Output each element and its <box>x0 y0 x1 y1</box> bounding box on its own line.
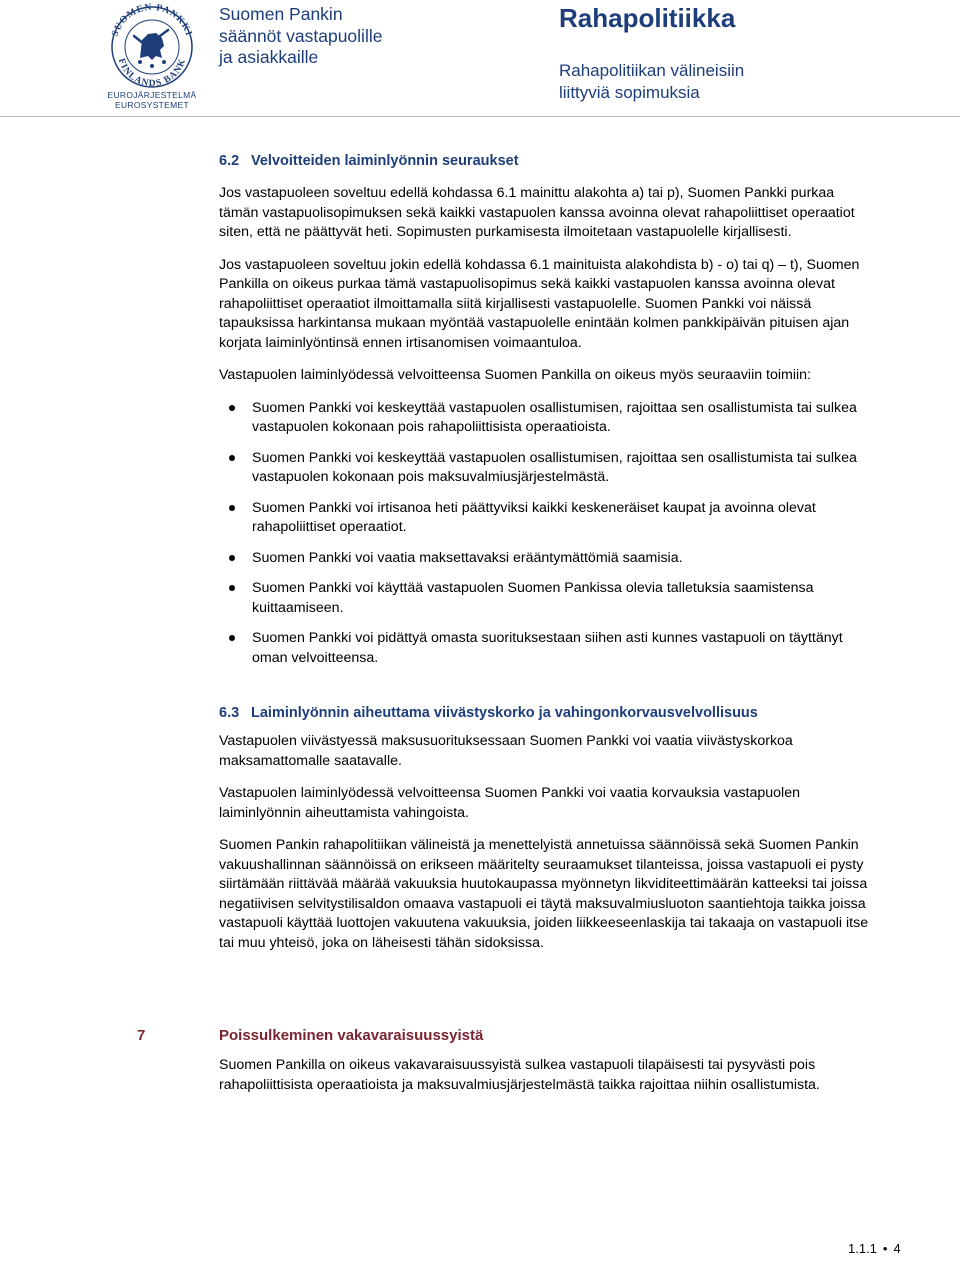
consequence-list <box>219 399 869 669</box>
org-title-line: ja asiakkaille <box>219 47 319 67</box>
section-7-title: Poissulkeminen vakavaraisuussyistä <box>219 1027 484 1044</box>
section-title: Laiminlyönnin aiheuttama viivästyskorko ja vahingonkorvausvelvollisuus <box>251 705 758 721</box>
bullet-icon <box>229 635 235 641</box>
list-item-text: Suomen Pankki voi keskeyttää vastapuolen osallistumisen, rajoittaa sen osallistumista tai sulkea vastapuolen kokonaan pois maksuvalmiusjärjestelmästä. <box>252 449 857 485</box>
section-6-2-heading <box>219 152 869 171</box>
page-number: 4 <box>893 1241 901 1256</box>
org-title-line: Suomen Pankin <box>219 4 343 24</box>
paragraph: Vastapuolen viivästyessä maksusuorituksessaan Suomen Pankki voi vaatia viivästyskorkoa maksamattomalle saatavalle. <box>219 733 793 769</box>
list-item-text: Suomen Pankki voi keskeyttää vastapuolen osallistumisen, rajoittaa sen osallistumista tai sulkea vastapuolen kokonaan pois rahapoliittisista operaatioista. <box>252 399 857 435</box>
bullet-icon <box>229 455 235 461</box>
list-item <box>252 579 869 618</box>
footer-section-ref: 1.1.1 <box>848 1241 877 1256</box>
svg-text:FINLANDS BANK: FINLANDS BANK <box>115 57 189 90</box>
section-title: Velvoitteiden laiminlyönnin seuraukset <box>251 153 519 169</box>
logo-eurosystem-fi: EUROJÄRJESTELMÄ <box>107 90 197 100</box>
paragraph: Vastapuolen laiminlyödessä velvoitteensa Suomen Pankilla on oikeus myös seuraaviin toimiin: <box>219 367 811 383</box>
list-item-text: Suomen Pankki voi pidättyä omasta suorituksestaan siihen asti kunnes vastapuoli on täyttänyt oman velvoitteensa. <box>252 630 843 666</box>
document-subtitle-line: liittyviä sopimuksia <box>559 83 700 102</box>
bullet-icon <box>229 505 235 511</box>
section-number: 6.3 <box>219 705 240 721</box>
section-number: 6.2 <box>219 153 240 169</box>
svg-text:SUOMEN PANKKI: SUOMEN PANKKI <box>110 2 194 38</box>
paragraph: Jos vastapuoleen soveltuu edellä kohdassa 6.1 mainittu alakohta a) tai p), Suomen Pankki purkaa tämän vastapuolisopimuksen sekä kaikki vastapuolen kanssa avoinna olevat rahapoliittiset operaatiot siten, että ne päättyvät heti. Sopimusten purkamisesta ilmoitetaan vastapuolelle kirjallisesti. <box>219 185 855 240</box>
list-item-text: Suomen Pankki voi irtisanoa heti päättyviksi kaikki keskeneräiset kaupat ja avoinna olevat rahapoliittiset operaatiot. <box>252 499 816 535</box>
list-item <box>252 399 869 438</box>
list-item <box>252 549 869 569</box>
logo-eurosystem-sv: EUROSYSTEMET <box>115 100 189 110</box>
list-item <box>252 629 869 668</box>
document-subtitle <box>559 60 744 104</box>
list-item-text: Suomen Pankki voi käyttää vastapuolen Suomen Pankissa olevia talletuksia saamistensa kuittaamiseen. <box>252 580 814 616</box>
bank-logo <box>104 0 200 108</box>
document-subtitle-line: Rahapolitiikan välineisiin <box>559 61 745 80</box>
document-title: Rahapolitiikka <box>559 3 736 33</box>
section-6-3-heading <box>219 704 869 723</box>
org-title-line: säännöt vastapuolille <box>219 25 383 46</box>
paragraph: Jos vastapuoleen soveltuu jokin edellä kohdassa 6.1 mainituista alakohdista b) - o) tai q) – t), Suomen Pankilla on oikeus purkaa tämä vastapuolisopimus sekä kaikki vastapuolen kanssa avoinna olevat rahapoliittiset operaatiot ilmoittamalla siitä kirjallisesti vastapuolelle. Suomen Pankki voi näissä tapauksissa harkintansa mukaan myöntää vastapuolelle enintään kolmen pankkipäivän pituisen ajan korjata laiminlyöntinsä ennen irtisanomisen voimaantuloa. <box>219 256 860 351</box>
document-body <box>219 152 869 953</box>
bullet-icon <box>229 555 235 561</box>
org-title <box>219 4 439 69</box>
section-7-number: 7 <box>137 1027 146 1044</box>
page-header <box>0 0 960 117</box>
paragraph: Vastapuolen laiminlyödessä velvoitteensa Suomen Pankki voi vaatia korvauksia vastapuolen laiminlyönnin aiheuttamista vahingoista. <box>219 785 800 821</box>
paragraph: Suomen Pankin rahapolitiikan välineistä ja menettelyistä annetuissa säännöissä sekä Suomen Pankin vakuushallinnan säännöissä on erikseen määritelty seuraamukset tilanteissa, joissa vastapuoli ei pysty siirtämään riittävää määrää vakuuksia huutokaupassa myönnetyn likviditeettimäärän katteeksi tai joissa negatiivisen selvitystilisaldon omaava vastapuoli ei täytä maksuvalmiusluoton saantiehtoja taikka joissa vastapuoli käyttää luottojen vakuutena vakuuksia, joiden liikkeeseenlaskija tai takaaja on vastapuoli itse tai muu yhteisö, joka on läheisesti tähän sidoksissa. <box>219 837 869 951</box>
list-item <box>252 449 869 488</box>
paragraph: Suomen Pankilla on oikeus vakavaraisuussyistä sulkea vastapuoli tilapäisesti tai pysyvästi pois rahapoliittisista operaatioista ja maksuvalmiusjärjestelmästä taikka rajoittaa niihin osallistumista. <box>219 1057 820 1093</box>
footer-separator-icon: • <box>882 1241 888 1256</box>
bullet-icon <box>229 405 235 411</box>
page-footer <box>848 1241 901 1256</box>
bullet-icon <box>229 585 235 591</box>
list-item <box>252 499 869 538</box>
list-item-text: Suomen Pankki voi vaatia maksettavaksi erääntymättömiä saamisia. <box>252 549 683 566</box>
lion-crest-icon <box>104 0 200 90</box>
